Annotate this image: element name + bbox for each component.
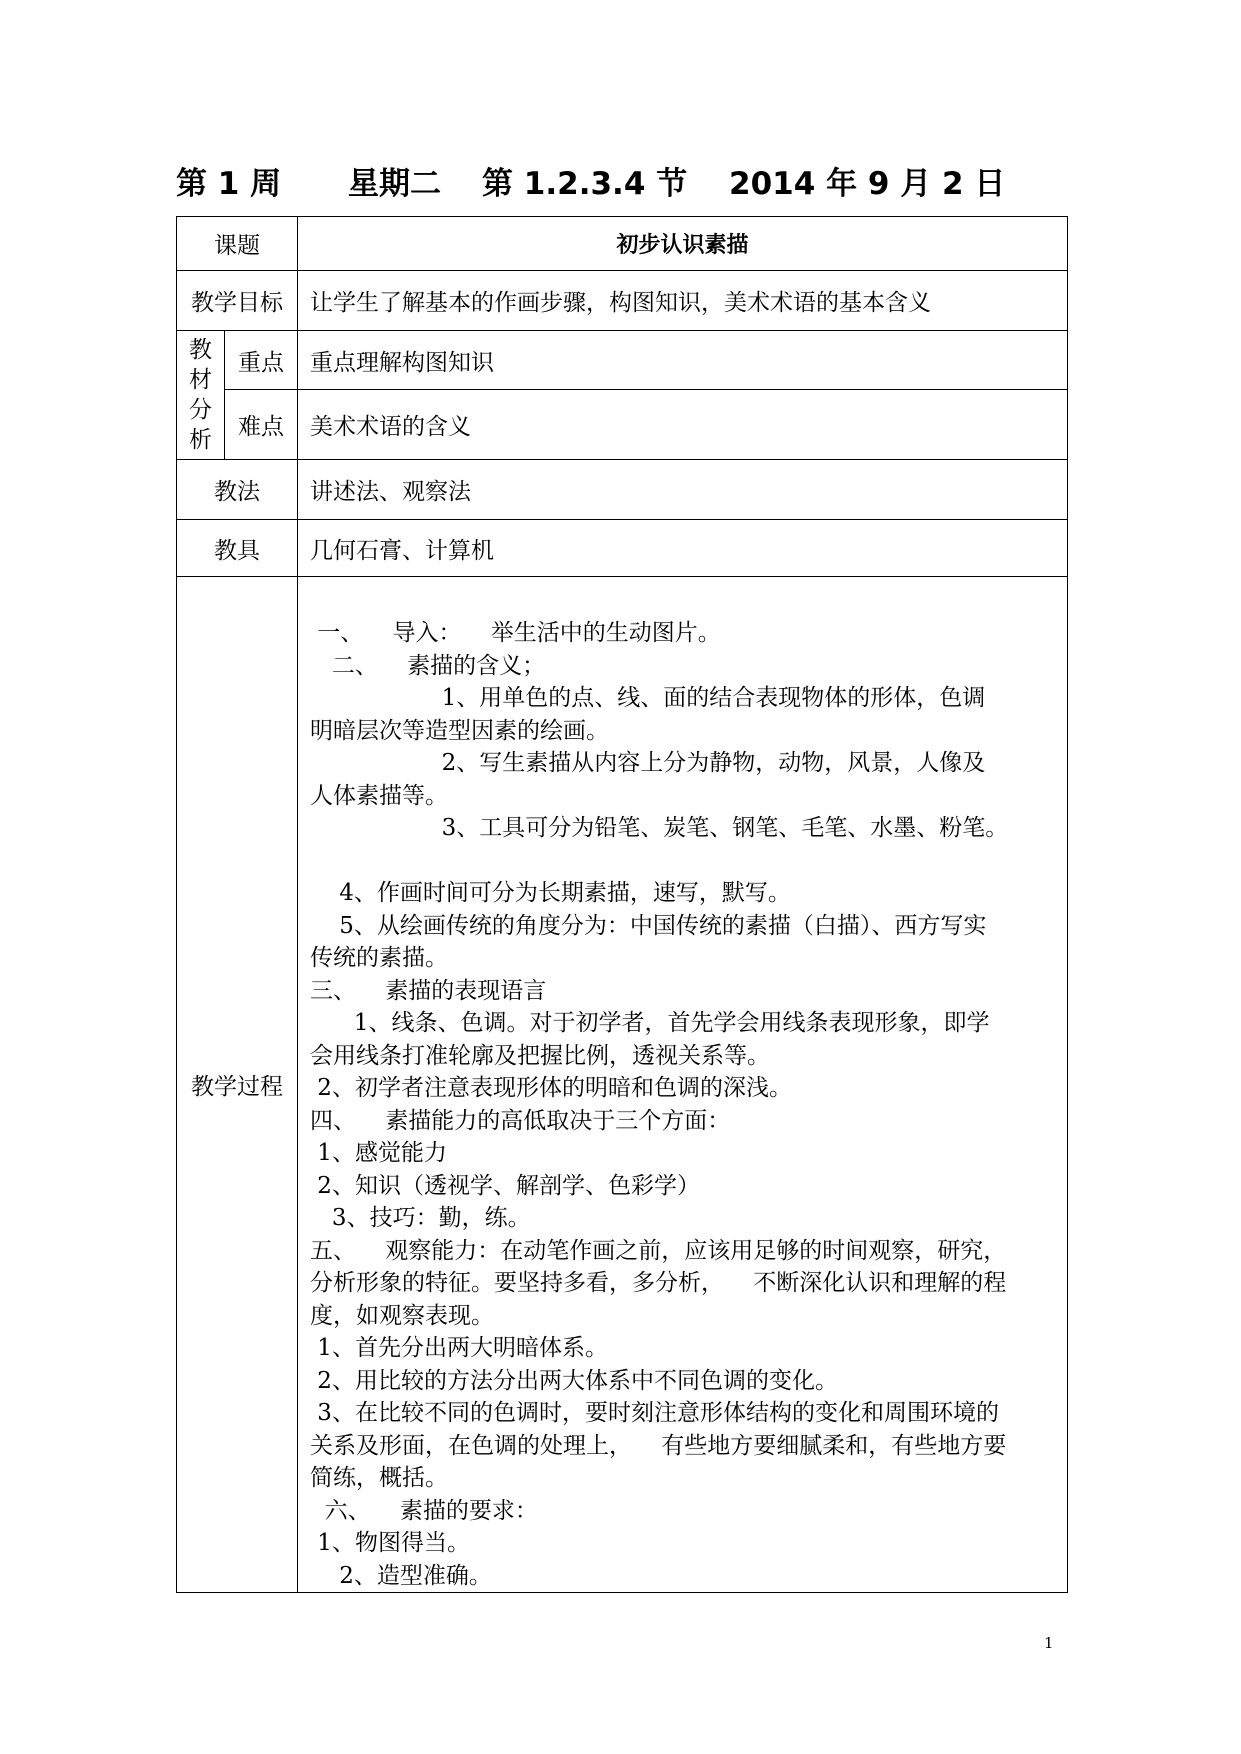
difficulty-row bbox=[177, 390, 1068, 460]
lesson-header bbox=[176, 160, 1076, 208]
method-row bbox=[177, 460, 1068, 520]
key-value: 重点理解构图知识 bbox=[298, 331, 1068, 390]
method-value: 讲述法、观察法 bbox=[298, 460, 1068, 520]
topic-label: 课题 bbox=[177, 217, 298, 271]
process-line: 六、 素描的要求： bbox=[310, 1497, 538, 1524]
tools-value: 几何石膏、计算机 bbox=[298, 520, 1068, 577]
process-line: 明暗层次等造型因素的绘画。 bbox=[310, 717, 609, 744]
process-line: 五、 观察能力：在动笔作画之前，应该用足够的时间观察，研究， bbox=[310, 1237, 1007, 1264]
process-line: 4、作画时间可分为长期素描，速写，默写。 bbox=[310, 880, 791, 906]
process-line: 传统的素描。 bbox=[310, 945, 448, 971]
process-line: 2、知识（透视学、解剖学、色彩学） bbox=[310, 1172, 700, 1199]
process-line: 3、在比较不同的色调时，要时刻注意形体结构的变化和周围环境的 bbox=[310, 1400, 999, 1426]
process-line: 三、 素描的表现语言 bbox=[310, 977, 547, 1004]
process-line: 3、工具可分为铅笔、炭笔、钢笔、毛笔、水墨、粉笔。 bbox=[310, 815, 1009, 841]
process-label: 教学过程 bbox=[177, 577, 298, 1593]
goal-value: 让学生了解基本的作画步骤，构图知识，美术术语的基本含义 bbox=[298, 271, 1068, 331]
process-line bbox=[310, 845, 1057, 878]
process-content bbox=[298, 577, 1068, 1593]
process-line: 一、 导入： 举生活中的生动图片。 bbox=[310, 620, 721, 646]
weekday-label: 星期二 bbox=[348, 166, 441, 202]
analysis-label: 教 材 分 析 bbox=[177, 331, 225, 460]
process-row bbox=[177, 577, 1068, 1593]
process-line: 度，如观察表现。 bbox=[310, 1302, 494, 1329]
week-label: 第 1 周 bbox=[176, 166, 282, 202]
process-line: 5、从绘画传统的角度分为：中国传统的素描（白描）、西方写实 bbox=[310, 912, 987, 939]
topic-row bbox=[177, 217, 1068, 271]
process-line: 3、技巧：勤，练。 bbox=[310, 1205, 531, 1231]
process-line: 二、 素描的含义； bbox=[310, 652, 546, 679]
process-line: 简练，概括。 bbox=[310, 1465, 448, 1491]
date-label: 2014 年 9 月 2 日 bbox=[729, 166, 1006, 202]
topic-value: 初步认识素描 bbox=[298, 217, 1068, 271]
process-line: 2、写生素描从内容上分为静物，动物，风景，人像及 bbox=[310, 750, 986, 776]
tools-label: 教具 bbox=[177, 520, 298, 577]
page-number: 1 bbox=[1044, 1634, 1054, 1652]
process-line: 四、 素描能力的高低取决于三个方面： bbox=[310, 1107, 731, 1134]
lesson-plan-table bbox=[176, 216, 1068, 1593]
difficulty-label: 难点 bbox=[225, 390, 298, 460]
process-line: 关系及形面，在色调的处理上， 有些地方要细腻柔和，有些地方要 bbox=[310, 1432, 1007, 1459]
process-line: 人体素描等。 bbox=[310, 782, 448, 809]
tools-row bbox=[177, 520, 1068, 577]
method-label: 教法 bbox=[177, 460, 298, 520]
key-row bbox=[177, 331, 1068, 390]
goal-row bbox=[177, 271, 1068, 331]
process-line: 1、感觉能力 bbox=[310, 1140, 447, 1166]
goal-label: 教学目标 bbox=[177, 271, 298, 331]
process-line: 1、首先分出两大明暗体系。 bbox=[310, 1335, 608, 1361]
process-line: 2、初学者注意表现形体的明暗和色调的深浅。 bbox=[310, 1075, 792, 1101]
key-label: 重点 bbox=[225, 331, 298, 390]
periods-label: 第 1.2.3.4 节 bbox=[482, 166, 688, 202]
difficulty-value: 美术术语的含义 bbox=[298, 390, 1068, 460]
process-line: 1、用单色的点、线、面的结合表现物体的形体，色调 bbox=[310, 685, 986, 711]
process-line: 1、物图得当。 bbox=[310, 1530, 470, 1556]
process-line: 2、造型准确。 bbox=[310, 1562, 492, 1589]
process-line: 会用线条打准轮廓及把握比例，透视关系等。 bbox=[310, 1042, 770, 1069]
process-line: 2、用比较的方法分出两大体系中不同色调的变化。 bbox=[310, 1367, 838, 1394]
process-line: 分析形象的特征。要坚持多看，多分析， 不断深化认识和理解的程 bbox=[310, 1270, 1007, 1296]
process-line: 1、线条、色调。对于初学者，首先学会用线条表现形象，即学 bbox=[310, 1010, 990, 1036]
